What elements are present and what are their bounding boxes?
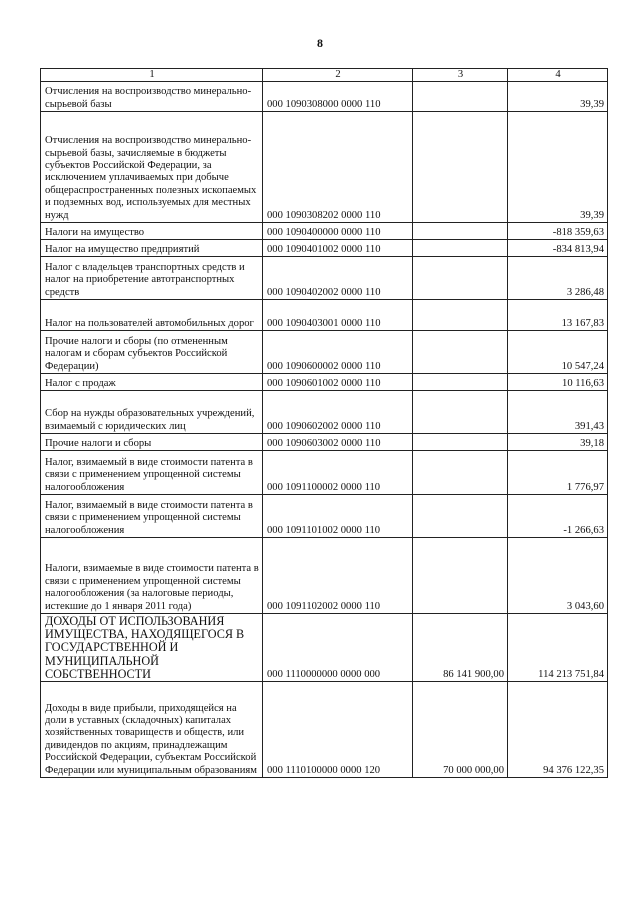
row-plan xyxy=(413,82,508,112)
row-name: Налог с владельцев транспортных средств и налог на приобретение автотранспортных средств xyxy=(41,257,263,300)
table-row xyxy=(41,538,608,614)
row-name: Налог на имущество предприятий xyxy=(41,240,263,257)
row-name: Налоги, взимаемые в виде стоимости патента в связи с применением упрощенной системы налогообложения (за налоговые периоды, истекшие до 1 января 2011 года) xyxy=(41,538,263,614)
table-row xyxy=(41,331,608,374)
table-row xyxy=(41,300,608,331)
row-actual: 39,39 xyxy=(508,112,608,223)
table-row xyxy=(41,391,608,434)
header-row xyxy=(41,69,608,82)
row-actual: 10 547,24 xyxy=(508,331,608,374)
row-code: 000 1110000000 0000 000 xyxy=(263,614,413,682)
row-name: Прочие налоги и сборы (по отмененным налогам и сборам субъектов Российской Федерации) xyxy=(41,331,263,374)
row-plan xyxy=(413,495,508,538)
row-actual: 39,18 xyxy=(508,434,608,451)
row-actual: 114 213 751,84 xyxy=(508,614,608,682)
page-number: 8 xyxy=(317,36,323,50)
row-name: Сбор на нужды образовательных учреждений, взимаемый с юридических лиц xyxy=(41,391,263,434)
row-code: 000 1090403001 0000 110 xyxy=(263,300,413,331)
row-name: Налог, взимаемый в виде стоимости патента в связи с применением упрощенной системы налогообложения xyxy=(41,495,263,538)
budget-table xyxy=(40,68,608,778)
table-row xyxy=(41,112,608,223)
table-row xyxy=(41,434,608,451)
row-name: Доходы в виде прибыли, приходящейся на доли в уставных (складочных) капиталах хозяйственных товариществ и обществ, или дивидендов по акциям, принадлежащим Российской Федерации, субъектам Российской Федерации или муниципальным образованиям xyxy=(41,682,263,778)
row-actual: 10 116,63 xyxy=(508,374,608,391)
table-row xyxy=(41,682,608,778)
row-name: Налог, взимаемый в виде стоимости патента в связи с применением упрощенной системы налогообложения xyxy=(41,451,263,495)
row-plan xyxy=(413,538,508,614)
row-name: Налог с продаж xyxy=(41,374,263,391)
row-plan xyxy=(413,257,508,300)
row-code: 000 1091101002 0000 110 xyxy=(263,495,413,538)
row-plan xyxy=(413,331,508,374)
table-row xyxy=(41,495,608,538)
row-code: 000 1090602002 0000 110 xyxy=(263,391,413,434)
row-actual: 391,43 xyxy=(508,391,608,434)
table-row xyxy=(41,374,608,391)
row-name: Налоги на имущество xyxy=(41,223,263,240)
row-name: Отчисления на воспроизводство минерально-сырьевой базы xyxy=(41,82,263,112)
row-name: ДОХОДЫ ОТ ИСПОЛЬЗОВАНИЯ ИМУЩЕСТВА, НАХОДЯЩЕГОСЯ В ГОСУДАРСТВЕННОЙ И МУНИЦИПАЛЬНОЙ СОБСТВЕННОСТИ xyxy=(41,614,263,682)
row-code: 000 1090601002 0000 110 xyxy=(263,374,413,391)
table-row xyxy=(41,451,608,495)
row-actual: 39,39 xyxy=(508,82,608,112)
row-plan xyxy=(413,374,508,391)
row-code: 000 1090402002 0000 110 xyxy=(263,257,413,300)
column-header-4: 4 xyxy=(508,69,608,82)
row-plan: 70 000 000,00 xyxy=(413,682,508,778)
row-actual: 1 776,97 xyxy=(508,451,608,495)
row-code: 000 1091100002 0000 110 xyxy=(263,451,413,495)
row-plan xyxy=(413,391,508,434)
row-plan xyxy=(413,223,508,240)
table-row xyxy=(41,223,608,240)
row-actual: 3 043,60 xyxy=(508,538,608,614)
column-header-2: 2 xyxy=(263,69,413,82)
row-code: 000 1090400000 0000 110 xyxy=(263,223,413,240)
table-row xyxy=(41,240,608,257)
row-code: 000 1091102002 0000 110 xyxy=(263,538,413,614)
row-plan xyxy=(413,451,508,495)
row-plan: 86 141 900,00 xyxy=(413,614,508,682)
row-name: Прочие налоги и сборы xyxy=(41,434,263,451)
row-code: 000 1110100000 0000 120 xyxy=(263,682,413,778)
column-header-3: 3 xyxy=(413,69,508,82)
column-header-1: 1 xyxy=(41,69,263,82)
row-actual: 13 167,83 xyxy=(508,300,608,331)
row-code: 000 1090401002 0000 110 xyxy=(263,240,413,257)
row-code: 000 1090600002 0000 110 xyxy=(263,331,413,374)
row-plan xyxy=(413,300,508,331)
table-row xyxy=(41,257,608,300)
table-row xyxy=(41,82,608,112)
row-name: Налог на пользователей автомобильных дорог xyxy=(41,300,263,331)
row-actual: -818 359,63 xyxy=(508,223,608,240)
row-plan xyxy=(413,240,508,257)
row-code: 000 1090308000 0000 110 xyxy=(263,82,413,112)
row-actual: -834 813,94 xyxy=(508,240,608,257)
row-code: 000 1090308202 0000 110 xyxy=(263,112,413,223)
row-actual: 94 376 122,35 xyxy=(508,682,608,778)
row-actual: -1 266,63 xyxy=(508,495,608,538)
row-name: Отчисления на воспроизводство минерально-сырьевой базы, зачисляемые в бюджеты субъектов Российской Федерации, за исключением уплачиваемых при добыче общераспространенных полезных ископаемых и подземных вод, используемых для местных нужд xyxy=(41,112,263,223)
table-row xyxy=(41,614,608,682)
row-code: 000 1090603002 0000 110 xyxy=(263,434,413,451)
row-actual: 3 286,48 xyxy=(508,257,608,300)
row-plan xyxy=(413,434,508,451)
row-plan xyxy=(413,112,508,223)
